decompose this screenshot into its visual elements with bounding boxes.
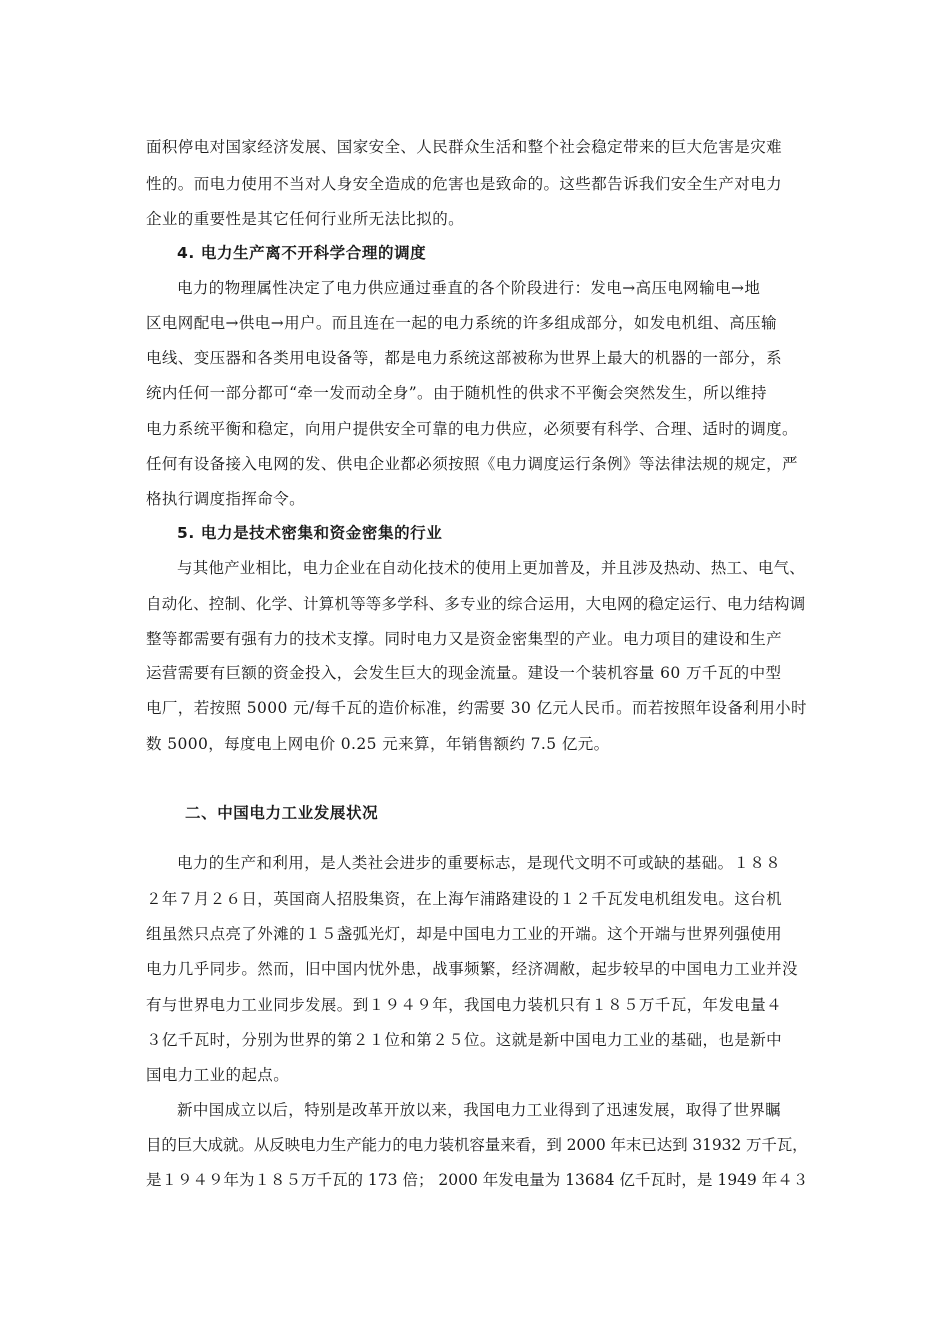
paragraph-line: 是１９４９年为１８５万千瓦的 173 倍； 2000 年发电量为 13684 亿千瓦时，是 1949 年４３ [146,1171,809,1189]
paragraph-line: 电线、变压器和各类用电设备等，都是电力系统这部被称为世界上最大的机器的一部分，系 [146,349,783,367]
paragraph-line: 格执行调度指挥命令。 [146,490,306,508]
paragraph-line: 运营需要有巨额的资金投入，会发生巨大的现金流量。建设一个装机容量 60 万千瓦的中型 [146,664,782,682]
paragraph-line: 电力系统平衡和稳定，向用户提供安全可靠的电力供应，必须要有科学、合理、适时的调度。 [146,420,798,438]
paragraph-line: 企业的重要性是其它任何行业所无法比拟的。 [146,210,465,228]
paragraph-line: 新中国成立以后，特别是改革开放以来，我国电力工业得到了迅速发展，取得了世界瞩 [177,1101,782,1119]
paragraph-line: 统内任何一部分都可“牵一发而动全身”。由于随机性的供求不平衡会突然发生，所以维持 [146,384,767,402]
paragraph-line: 组虽然只点亮了外滩的１５盏弧光灯，却是中国电力工业的开端。这个开端与世界列强使用 [146,925,783,943]
heading-4: 4. 电力生产离不开科学合理的调度 [177,244,427,262]
paragraph-line: 数 5000，每度电上网电价 0.25 元来算，年销售额约 7.5 亿元。 [146,735,610,753]
paragraph-line: 自动化、控制、化学、计算机等等多学科、多专业的综合运用，大电网的稳定运行、电力结构调 [146,595,806,613]
paragraph-line: 电力的生产和利用，是人类社会进步的重要标志，是现代文明不可或缺的基础。１８８ [177,854,782,872]
paragraph-line: 与其他产业相比，电力企业在自动化技术的使用上更加普及，并且涉及热动、热工、电气、 [177,559,806,577]
paragraph-line: 面积停电对国家经济发展、国家安全、人民群众生活和整个社会稳定带来的巨大危害是灾难 [146,138,783,156]
paragraph-line: 电力的物理属性决定了电力供应通过垂直的各个阶段进行：发电→高压电网输电→地 [177,279,761,297]
paragraph-line: ３亿千瓦时，分别为世界的第２１位和第２５位。这就是新中国电力工业的基础，也是新中 [146,1031,783,1049]
paragraph-line: 国电力工业的起点。 [146,1066,290,1084]
heading-5: 5. 电力是技术密集和资金密集的行业 [177,524,443,542]
paragraph-line: 任何有设备接入电网的发、供电企业都必须按照《电力调度运行条例》等法律法规的规定，严 [146,455,798,473]
paragraph-line: 目的巨大成就。从反映电力生产能力的电力装机容量来看，到 2000 年末已达到 31932 万千瓦， [146,1136,808,1154]
paragraph-line: 性的。而电力使用不当对人身安全造成的危害也是致命的。这些都告诉我们安全生产对电力 [146,175,783,193]
paragraph-line: ２年７月２６日，英国商人招股集资，在上海乍浦路建设的１２千瓦发电机组发电。这台机 [146,890,783,908]
section-heading: 二、中国电力工业发展状况 [185,804,379,822]
paragraph-line: 电力几乎同步。然而，旧中国内忧外患，战事频繁，经济凋敝，起步较早的中国电力工业并没 [146,960,798,978]
paragraph-line: 区电网配电→供电→用户。而且连在一起的电力系统的许多组成部分，如发电机组、高压输 [146,314,777,332]
paragraph-line: 电厂，若按照 5000 元/每千瓦的造价标准，约需要 30 亿元人民币。而若按照年设备利用小时 [146,699,807,717]
paragraph-line: 整等都需要有强有力的技术支撑。同时电力又是资金密集型的产业。电力项目的建设和生产 [146,630,783,648]
paragraph-line: 有与世界电力工业同步发展。到１９４９年，我国电力装机只有１８５万千瓦，年发电量４ [146,996,783,1014]
